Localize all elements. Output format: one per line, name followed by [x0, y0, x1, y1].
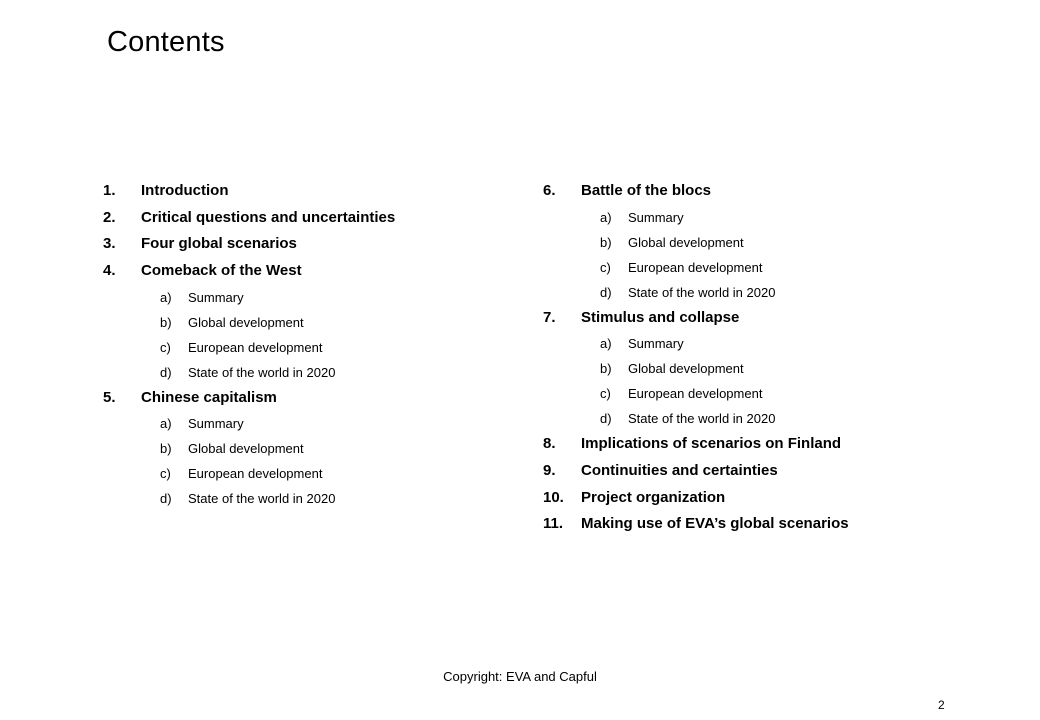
toc-subitem-letter: a): [160, 289, 172, 305]
toc-subitem-letter: c): [160, 466, 171, 482]
toc-subitem-letter: d): [600, 411, 612, 427]
toc-subitem-letter: c): [600, 259, 611, 275]
toc-item-number: 4.: [103, 262, 116, 280]
toc-subitem-letter: d): [160, 491, 172, 507]
toc-subitem-letter: c): [160, 339, 171, 355]
toc-subitem-letter: c): [600, 386, 611, 402]
toc-item-number: 2.: [103, 208, 116, 226]
toc-subitem-letter: a): [600, 336, 612, 352]
toc-subitem-label: Global development: [188, 314, 304, 330]
toc-item-number: 7.: [543, 308, 556, 326]
toc-item-number: 8.: [543, 435, 556, 453]
toc-subitem-letter: b): [600, 361, 612, 377]
copyright-footer: Copyright: EVA and Capful: [443, 669, 597, 684]
toc-item-label: Stimulus and collapse: [581, 308, 740, 326]
toc-subitem-label: Summary: [188, 289, 244, 305]
toc-item-label: Chinese capitalism: [141, 388, 277, 406]
toc-item-number: 11.: [543, 515, 564, 533]
toc-item-number: 1.: [103, 182, 116, 199]
toc-item-number: 9.: [543, 462, 556, 480]
toc-subitem-label: Summary: [188, 416, 244, 432]
toc-subitem-label: Global development: [628, 234, 744, 250]
toc-item-label: Continuities and certainties: [581, 462, 778, 480]
toc-item-number: 10.: [543, 488, 564, 506]
page-number: 2: [938, 698, 945, 712]
toc-subitem-label: State of the world in 2020: [188, 364, 336, 380]
toc-subitem-label: Global development: [628, 361, 744, 377]
toc-subitem-label: Summary: [628, 336, 684, 352]
toc-subitem-letter: b): [160, 314, 172, 330]
toc-subitem-letter: b): [160, 441, 172, 457]
toc-item-label: Making use of EVA’s global scenarios: [581, 515, 849, 533]
toc-subitem-letter: d): [600, 284, 612, 300]
toc-item-label: Introduction: [141, 182, 229, 199]
toc-subitem-label: State of the world in 2020: [628, 411, 776, 427]
toc-item-label: Four global scenarios: [141, 235, 297, 253]
toc-subitem-label: State of the world in 2020: [628, 284, 776, 300]
toc-item-label: Battle of the blocs: [581, 182, 712, 199]
toc-subitem-letter: b): [600, 234, 612, 250]
toc-subitem-letter: a): [160, 416, 172, 432]
toc-item-label: Comeback of the West: [141, 262, 302, 280]
toc-subitem-label: European development: [188, 466, 323, 482]
toc-subitem-label: Global development: [188, 441, 304, 457]
toc-subitem-label: European development: [628, 386, 763, 402]
toc-item-label: Implications of scenarios on Finland: [581, 435, 842, 453]
toc-item-label: Critical questions and uncertainties: [141, 208, 396, 226]
toc-subitem-label: European development: [188, 339, 323, 355]
page-title: Contents: [107, 26, 225, 58]
toc-item-number: 6.: [543, 182, 556, 199]
toc-subitem-letter: a): [600, 209, 612, 225]
toc-item-number: 5.: [103, 388, 116, 406]
toc-subitem-label: Summary: [628, 209, 684, 225]
toc-subitem-label: State of the world in 2020: [188, 491, 336, 507]
toc-item-number: 3.: [103, 235, 116, 253]
toc-item-label: Project organization: [581, 488, 726, 506]
toc-subitem-letter: d): [160, 364, 172, 380]
toc-subitem-label: European development: [628, 259, 763, 275]
